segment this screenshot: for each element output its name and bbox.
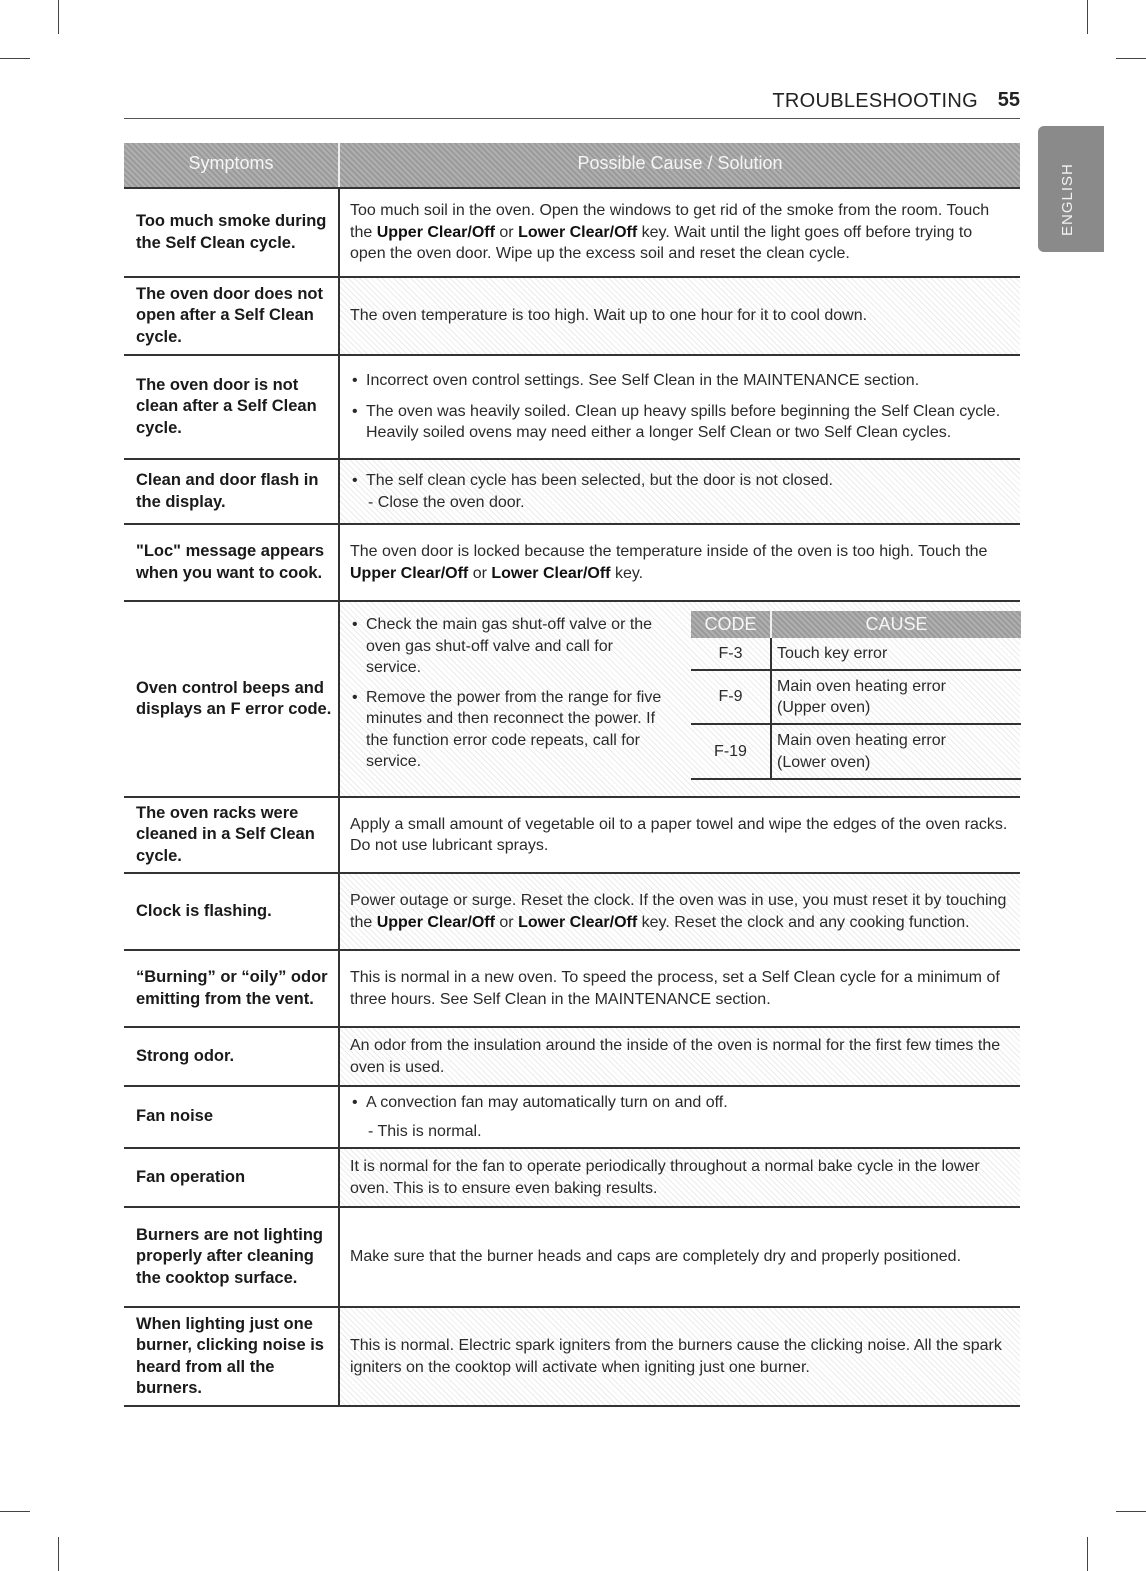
solution (340, 460, 1020, 523)
symptom: Burners are not lighting properly after cleaning the cooktop surface. (136, 1225, 324, 1287)
error-code-row (691, 638, 1021, 671)
symptom: Strong odor. (136, 1046, 235, 1065)
table-header (124, 143, 1020, 189)
dash-item: - This is normal. (350, 1121, 1012, 1143)
table-row (124, 951, 1020, 1028)
table-row (124, 189, 1020, 278)
solution (340, 356, 1020, 458)
symptom: The oven door does not open after a Self Clean cycle. (136, 284, 324, 346)
dash-item: - Close the oven door. (350, 492, 1012, 514)
error-code-header (691, 611, 1021, 638)
solution: The oven door is locked because the temperature inside of the oven is too high. Touch the Upper Clear/Off or Lower Clear/Off key. (350, 543, 988, 582)
table-row (124, 278, 1020, 356)
symptom: Clean and door flash in the display. (136, 471, 319, 511)
solution: Apply a small amount of vegetable oil to a paper towel and wipe the edges of the oven racks. Do not use lubricant sprays. (350, 815, 1008, 854)
code-header: CODE (704, 614, 757, 634)
crop-mark (58, 0, 59, 34)
table-row (124, 1308, 1020, 1407)
bullet-item: • Remove the power from the range for five minutes and then reconnect the power. If the function error code repeats, call for service. (350, 687, 670, 773)
page-number: 55 (997, 89, 1020, 111)
table-row (124, 525, 1020, 602)
crop-mark (1087, 1537, 1088, 1571)
crop-mark (0, 58, 30, 59)
section-title: TROUBLESHOOTING (772, 90, 978, 112)
solution: Power outage or surge. Reset the clock. If the oven was in use, you must reset it by touching the Upper Clear/Off or Lower Clear/Off key. Reset the clock and any cooking function. (340, 874, 1020, 949)
solution: Too much soil in the oven. Open the windows to get rid of the smoke from the room. Touch the Upper Clear/Off or Lower Clear/Off key. Wait until the light goes off before trying to open the oven door. Wipe up the excess soil and reset the clean cycle. (350, 202, 990, 263)
table-row (124, 356, 1020, 460)
troubleshooting-table (124, 143, 1020, 1407)
solution (340, 602, 1020, 796)
bullet-item: • Check the main gas shut-off valve or the oven gas shut-off valve and call for service. (350, 614, 670, 679)
symptom: Fan operation (136, 1167, 246, 1186)
solution: This is normal. Electric spark igniters from the burners cause the clicking noise. All the spark igniters on the cooktop will activate when igniting just one burner. (340, 1308, 1020, 1405)
table-row (124, 602, 1020, 798)
cause-header: CAUSE (865, 614, 928, 634)
symptom: Oven control beeps and displays an F error code. (136, 678, 332, 718)
solution: This is normal in a new oven. To speed the process, set a Self Clean cycle for a minimum of three hours. See Self Clean in the MAINTENANCE section. (350, 969, 1000, 1008)
page-header (124, 88, 1020, 119)
solution (340, 1087, 1020, 1147)
header-symptoms: Symptoms (188, 153, 274, 173)
error-cause: Main oven heating error (Upper oven) (777, 677, 946, 716)
error-cause: Main oven heating error (Lower oven) (777, 732, 946, 771)
solution: An odor from the insulation around the inside of the oven is normal for the first few times the oven is used. (340, 1028, 1020, 1085)
crop-mark (1087, 0, 1088, 34)
solution: Make sure that the burner heads and caps are completely dry and properly positioned. (350, 1248, 962, 1266)
error-code: F-9 (718, 688, 743, 706)
table-row (124, 798, 1020, 874)
symptom: "Loc" message appears when you want to cook. (136, 542, 325, 582)
symptom: “Burning” or “oily” odor emitting from the vent. (136, 968, 328, 1008)
language-tab (1038, 126, 1104, 252)
bullet-item: • The self clean cycle has been selected, but the door is not closed. (350, 470, 1012, 492)
symptom: The oven racks were cleaned in a Self Clean cycle. (136, 803, 315, 865)
symptom: When lighting just one burner, clicking noise is heard from all the burners. (136, 1314, 324, 1397)
header-cause: Possible Cause / Solution (577, 153, 783, 173)
bullet-item: • The oven was heavily soiled. Clean up heavy spills before beginning the Self Clean cycle. Heavily soiled ovens may need either a longer Self Clean or two Self Clean cycles. (350, 401, 1012, 444)
table-row (124, 1087, 1020, 1149)
table-row (124, 874, 1020, 951)
table-row (124, 1208, 1020, 1308)
crop-mark (1116, 1511, 1146, 1512)
symptom: Fan noise (136, 1107, 214, 1126)
error-code: F-19 (714, 742, 747, 760)
table-row (124, 1149, 1020, 1208)
symptom: Clock is flashing. (136, 901, 272, 920)
table-row (124, 460, 1020, 525)
crop-mark (1116, 58, 1146, 59)
crop-mark (0, 1511, 30, 1512)
error-code-table (691, 611, 1021, 780)
bullet-item: • Incorrect oven control settings. See Self Clean in the MAINTENANCE section. (350, 370, 1012, 392)
error-code: F-3 (718, 644, 743, 662)
table-row (124, 1028, 1020, 1087)
bullet-item: • A convection fan may automatically turn on and off. (350, 1092, 1012, 1114)
error-cause: Touch key error (777, 644, 888, 662)
solution: The oven temperature is too high. Wait up to one hour for it to cool down. (340, 278, 1020, 354)
error-code-row (691, 671, 1021, 725)
symptom: The oven door is not clean after a Self Clean cycle. (136, 375, 317, 437)
solution: It is normal for the fan to operate periodically throughout a normal bake cycle in the lower oven. This is to ensure even baking results. (340, 1149, 1020, 1206)
crop-mark (58, 1537, 59, 1571)
language-tab-label: ENGLISH (1059, 163, 1076, 236)
symptom: Too much smoke during the Self Clean cycle. (136, 212, 327, 252)
error-code-row (691, 725, 1021, 780)
